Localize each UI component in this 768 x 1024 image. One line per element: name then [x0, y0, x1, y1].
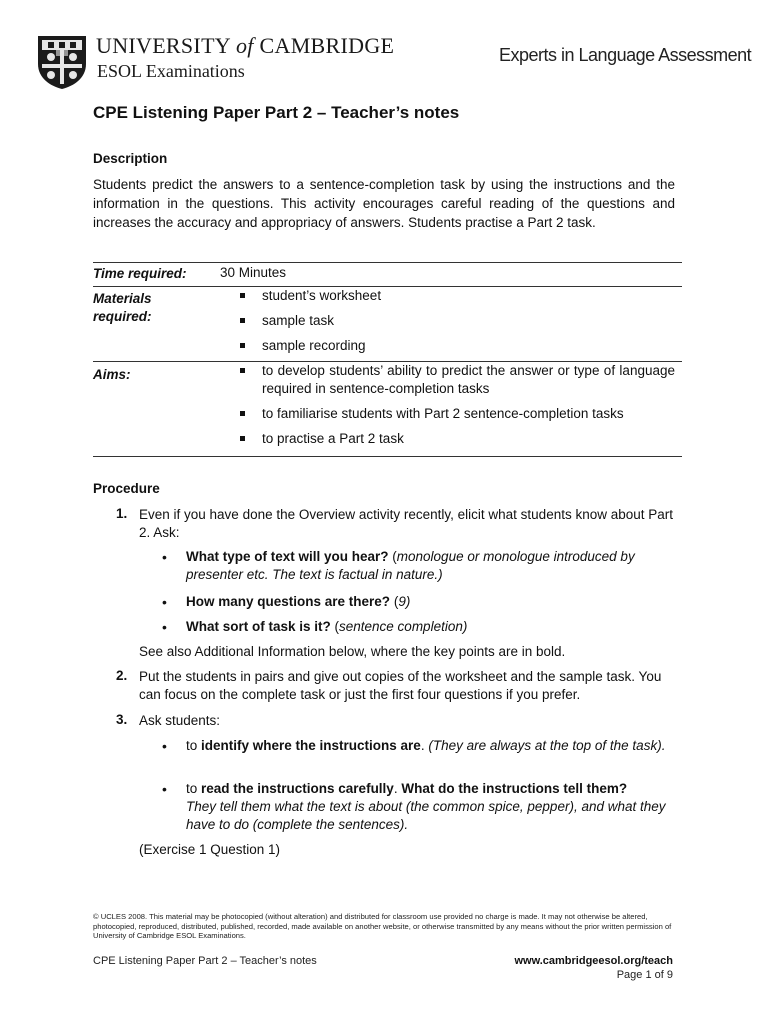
- description-text: Students predict the answers to a sentence-completion task by using the instructions and the information in the questions. This activity encourages careful reading of the questions and increases the accuracy and appropriacy of answers. Students practise a Part 2 task.: [93, 177, 675, 230]
- footer-url-link[interactable]: www.cambridgeesol.org/teach: [514, 955, 673, 967]
- university-name: UNIVERSITY of CAMBRIDGE: [96, 33, 395, 58]
- step-1-text: Even if you have done the Overview activity recently, elicit what students know about Part 2. Ask:: [139, 507, 674, 540]
- identify-instructions-item: to identify where the instructions are. (They are always at the top of the task).: [186, 738, 666, 753]
- table-rule-bottom: [93, 456, 682, 457]
- list-item: student’s worksheet: [237, 287, 675, 305]
- table-rule-top: [93, 262, 682, 263]
- read-instructions-item: to read the instructions carefully. What do the instructions tell them? They tell them what the text is about (the common spice, pepper), and what they have to do (complete the sentences).: [186, 781, 666, 832]
- materials-required-label: Materials required:: [93, 291, 152, 324]
- step-3-text: Ask students:: [139, 713, 221, 728]
- aims-list: [237, 362, 675, 448]
- see-also-text: See also Additional Information below, where the key points are in bold.: [139, 644, 566, 659]
- time-required-value: 30 Minutes: [220, 265, 287, 280]
- question-task-sort: What sort of task is it? (sentence completion): [186, 619, 468, 634]
- question-type-of-text: What type of text will you hear? (monologue or monologue introduced by presenter etc. The text is factual in nature.): [186, 549, 635, 582]
- aims-label: Aims:: [93, 367, 131, 382]
- step-number: 2.: [116, 668, 128, 683]
- step-2-text: Put the students in pairs and give out copies of the worksheet and the sample task. You can focus on the complete task or just the first four questions if you prefer.: [139, 669, 662, 702]
- description-heading: Description: [93, 151, 168, 166]
- bullet-icon: •: [162, 549, 167, 565]
- page-number: Page 1 of 9: [616, 969, 673, 981]
- tagline: Experts in Language Assessment: [499, 45, 752, 65]
- list-item: sample recording: [237, 337, 675, 355]
- list-item: sample task: [237, 312, 675, 330]
- cambridge-crest-logo: [36, 34, 88, 90]
- procedure-heading: Procedure: [93, 481, 160, 496]
- step-number: 3.: [116, 712, 128, 727]
- list-item: to develop students’ ability to predict the answer or type of language required in sentence-completion tasks: [237, 362, 675, 398]
- materials-list: [237, 287, 675, 355]
- time-required-label: Time required:: [93, 266, 187, 281]
- list-item: to familiarise students with Part 2 sentence-completion tasks: [237, 405, 675, 423]
- question-how-many: How many questions are there? (9): [186, 594, 411, 609]
- copyright-notice: © UCLES 2008. This material may be photocopied (without alteration) and distributed for classroom use provided no charge is made. It may not otherwise be altered, photocopied, reproduced, distributed, published, recorded, made available on another website, or otherwise transmitted by any means without the prior written permission of University of Cambridge ESOL Examinations.: [93, 912, 672, 940]
- footer-doc-title: CPE Listening Paper Part 2 – Teacher’s notes: [93, 955, 317, 967]
- step-number: 1.: [116, 506, 128, 521]
- bullet-icon: •: [162, 738, 167, 754]
- bullet-icon: •: [162, 594, 167, 610]
- page-title: CPE Listening Paper Part 2 – Teacher’s notes: [93, 103, 460, 122]
- list-item: to practise a Part 2 task: [237, 430, 675, 448]
- esol-examinations-label: ESOL Examinations: [97, 61, 245, 81]
- bullet-icon: •: [162, 781, 167, 797]
- exercise-reference: (Exercise 1 Question 1): [139, 842, 281, 857]
- bullet-icon: •: [162, 619, 167, 635]
